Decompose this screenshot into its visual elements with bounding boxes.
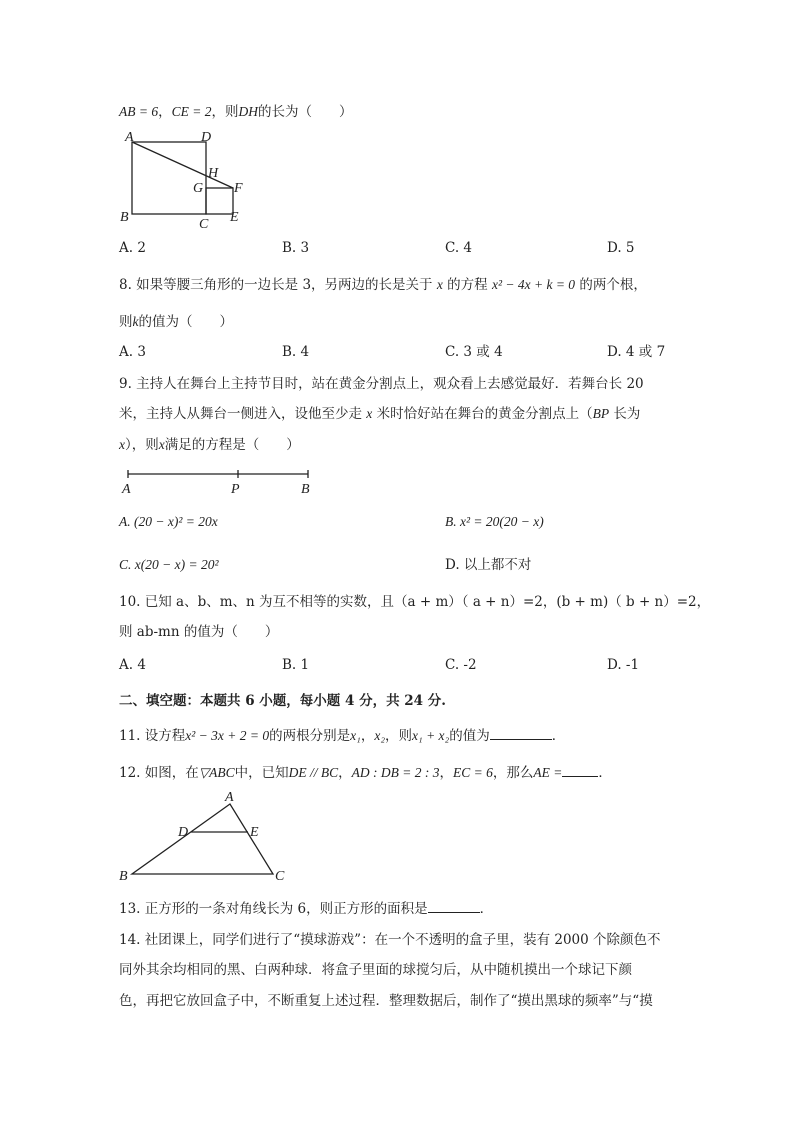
q12-answer-blank[interactable] <box>562 762 598 777</box>
q8-line2 <box>119 312 233 332</box>
q8-text-b: 的方程 <box>447 277 488 293</box>
label-e: E <box>250 825 259 840</box>
label-a: A <box>225 790 234 805</box>
label-e: E <box>230 210 239 225</box>
q7-sep: ， <box>158 104 172 120</box>
label-a: A <box>122 482 131 497</box>
q11-equation: x² − 3x + 2 = 0 <box>185 728 270 743</box>
q7-option-b[interactable]: B. 3 <box>282 240 310 256</box>
q9-option-b[interactable] <box>445 512 544 532</box>
q9-option-b-text: B. x² = 20(20 − x) <box>445 514 544 529</box>
q11-text-c: ，则 <box>385 728 413 744</box>
q8-option-b[interactable]: B. 4 <box>282 344 310 360</box>
q12-ae: AE = <box>533 765 563 780</box>
q11-comma: ， <box>360 728 375 744</box>
q8-var-x: x <box>436 277 443 292</box>
q11-x1: x₁ <box>350 728 361 743</box>
q8-line1 <box>119 275 647 295</box>
q11-sum: x₁ + x₂ <box>412 728 450 743</box>
q11-line <box>119 725 565 746</box>
q8-option-a[interactable]: A. 3 <box>119 344 146 360</box>
q13-end: ． <box>479 901 494 917</box>
q7-question: 的长为（ ） <box>257 104 353 120</box>
q12-triangle: ▽ABC <box>198 765 235 780</box>
q14-line3: 色，再把它放回盒子中，不断重复上述过程．整理数据后，制作了“摸出黑球的频率”与“摸 <box>119 993 653 1009</box>
q9-text-d: ），则 <box>125 437 159 453</box>
q9-figure <box>118 466 318 498</box>
q11-end: ． <box>551 728 566 744</box>
q7-option-a[interactable]: A. 2 <box>119 240 146 256</box>
q9-bp: BP <box>592 406 610 421</box>
q7-ab: AB = 6 <box>119 104 159 119</box>
square-cefg <box>206 188 233 214</box>
q9-var-x2: x <box>119 437 125 452</box>
q13-line <box>119 898 493 919</box>
q9-question: 满足的方程是（ ） <box>164 437 300 453</box>
q9-option-d[interactable]: D. 以上都不对 <box>445 557 532 573</box>
q12-sep2: ， <box>439 765 453 781</box>
q11-x2: x₂ <box>374 728 386 743</box>
q9-var-x3: x <box>158 437 165 452</box>
q11-text-b: 的两根分别是 <box>269 728 351 744</box>
q12-parallel: DE // BC <box>288 765 339 780</box>
q9-line1: 9. 主持人在舞台上主持节目时，站在黄金分割点上，观众看上去感觉最好．若舞台长 20 <box>119 376 644 392</box>
label-h: H <box>208 166 219 181</box>
q14-line2: 同外其余均相同的黑、白两种球．将盒子里面的球搅匀后，从中随机摸出一个球记下颜 <box>119 962 632 978</box>
q9-option-a[interactable] <box>119 512 218 532</box>
q8-var-k: k <box>132 314 139 329</box>
q10-option-d[interactable]: D. -1 <box>607 657 640 673</box>
q9-line2 <box>119 404 640 424</box>
q13-answer-blank[interactable] <box>428 898 480 913</box>
q7-option-c[interactable]: C. 4 <box>445 240 473 256</box>
q12-end: ． <box>598 765 612 781</box>
q13-text: 13. 正方形的一条对角线长为 6，则正方形的面积是 <box>119 901 428 917</box>
section-2-title: 二、填空题：本题共 6 小题，每小题 4 分，共 24 分. <box>119 693 446 709</box>
q12-text-a: 12. 如图，在 <box>119 765 199 781</box>
q12-ec: EC = 6 <box>453 765 493 780</box>
label-c: C <box>199 217 209 232</box>
q12-text-c: ，那么 <box>492 765 534 781</box>
label-p: P <box>231 482 240 497</box>
q8-option-d[interactable]: D. 4 或 7 <box>607 344 666 360</box>
label-c: C <box>275 869 285 884</box>
q11-answer-blank[interactable] <box>490 725 552 740</box>
label-f: F <box>234 181 243 196</box>
q12-sep1: ， <box>338 765 352 781</box>
label-d: D <box>178 825 189 840</box>
q8-option-c[interactable]: C. 3 或 4 <box>445 344 503 360</box>
q11-text-d: 的值为 <box>449 728 490 744</box>
q7-figure <box>115 125 255 235</box>
q9-option-a-text: A. (20 − x)² = 20x <box>119 514 218 529</box>
q10-option-a[interactable]: A. 4 <box>119 657 146 673</box>
q9-option-c-text: C. x(20 − x) = 20² <box>119 557 219 572</box>
label-b: B <box>301 482 310 497</box>
q7-dh: DH <box>238 104 258 119</box>
q11-text-a: 11. 设方程 <box>119 728 186 744</box>
square-abcd <box>132 142 206 214</box>
q8-text-c: 的两个根， <box>579 277 647 293</box>
q12-figure <box>115 790 295 885</box>
q14-line1: 14. 社团课上，同学们进行了“摸球游戏”：在一个不透明的盒子里，装有 2000 个除颜色不 <box>119 932 661 948</box>
q12-text-b: 中，已知 <box>234 765 289 781</box>
q9-var-x: x <box>366 406 373 421</box>
label-d: D <box>201 130 212 145</box>
q8-then: 则 <box>119 314 133 330</box>
q10-line1: 10. 已知 a、b、m、n 为互不相等的实数，且（a + m）（ a + n）=2，(b + m)（ b + n）=2， <box>119 594 711 610</box>
q8-equation: x² − 4x + k = 0 <box>491 277 576 292</box>
q9-text-b: 米时恰好站在舞台的黄金分割点上（ <box>376 406 593 422</box>
q12-ratio: AD : DB = 2 : 3 <box>351 765 440 780</box>
label-g: G <box>193 181 204 196</box>
q7-stem <box>119 102 352 122</box>
q12-line <box>119 762 612 783</box>
q7-ce: CE = 2 <box>171 104 212 119</box>
line-af <box>132 142 233 188</box>
label-b: B <box>120 210 129 225</box>
q9-line3 <box>119 435 300 455</box>
q8-question: 的值为（ ） <box>138 314 233 330</box>
q7-option-d[interactable]: D. 5 <box>607 240 635 256</box>
q9-option-c[interactable] <box>119 555 219 575</box>
q9-text-a: 米，主持人从舞台一侧进入，设他至少走 <box>119 406 362 422</box>
q10-option-c[interactable]: C. -2 <box>445 657 477 673</box>
q10-line2: 则 ab-mn 的值为（ ） <box>119 624 279 640</box>
q9-text-c: 长为 <box>613 406 641 422</box>
label-a: A <box>125 130 134 145</box>
q7-then: ，则 <box>211 104 239 120</box>
label-b: B <box>119 869 128 884</box>
q8-text-a: 8. 如果等腰三角形的一边长是 3，另两边的长是关于 <box>119 277 433 293</box>
q10-option-b[interactable]: B. 1 <box>282 657 310 673</box>
